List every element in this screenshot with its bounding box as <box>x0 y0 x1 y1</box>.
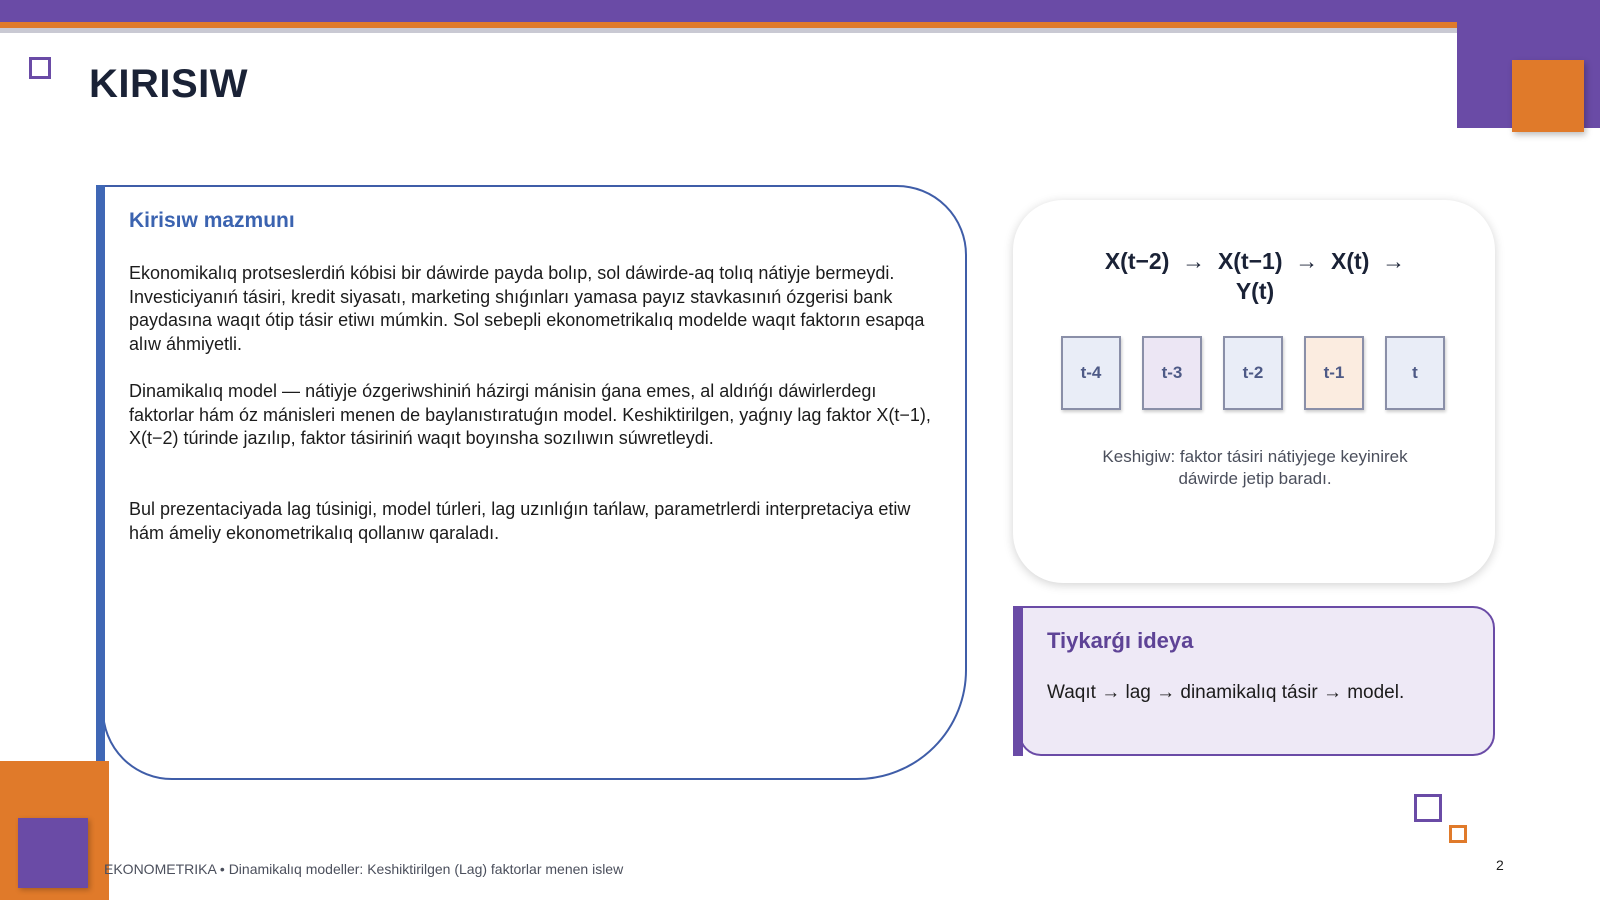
square-outline-icon <box>1449 825 1467 843</box>
square-outline-icon <box>29 57 51 79</box>
content-paragraph-3: Bul prezentaciyada lag túsinigi, model túrleri, lag uzınlıǵın tańlaw, parametrlerdi interpretaciya etiw hám ámeliy ekonometrikalıq qollanıw qaraladı. <box>129 499 911 543</box>
corner-block-orange <box>1512 60 1584 132</box>
lag-formula-line-1: X(t−2) → X(t−1) → X(t) → <box>1104 248 1406 274</box>
lag-box-t-4: t-4 <box>1061 336 1121 410</box>
lag-formula-line-2: Y(t) <box>1235 278 1275 304</box>
key-idea-accent <box>1013 606 1023 756</box>
slide-footer: EKONOMETRIKA • Dinamikalıq modeller: Keshiktirilgen (Lag) faktorlar menen islew <box>104 861 624 877</box>
key-idea-text: Waqıt → lag → dinamikalıq tásir → model. <box>1047 682 1405 703</box>
lag-diagram-caption: Keshigiw: faktor tásiri nátiyjege keyinirek dáwirde jetip baradı. <box>1102 447 1408 488</box>
lag-box-t: t <box>1385 336 1445 410</box>
lag-box-t-3: t-3 <box>1142 336 1202 410</box>
lag-box-t-2: t-2 <box>1223 336 1283 410</box>
key-idea-title: Tiykarǵı ideya <box>1047 628 1194 653</box>
content-paragraph-1: Ekonomikalıq protseslerdiń kóbisi bir dáwirde payda bolıp, sol dáwirde-aq tolıq nátiyje bermeydi. Investiciyanıń tásiri, kredit siyasatı, marketing shıǵınları yamasa payız stavkasınıń ózgerisi bank paydasına waqıt ótip tásir etiwı múmkin. Sol sebepli ekonometrikalıq modelde waqıt faktorın esapqa alıw áhmiyetli. <box>129 263 925 354</box>
top-bar-purple <box>0 0 1600 22</box>
top-bar-gray <box>0 28 1457 33</box>
corner-block-purple-bottom <box>18 818 88 888</box>
page-number: 2 <box>1496 857 1504 873</box>
content-card-heading: Kirisıw mazmunı <box>129 209 295 232</box>
content-paragraph-2: Dinamikalıq model — nátiyje ózgeriwshiniń házirgi mánisin ǵana emes, al aldıńǵı dáwirlerdegı faktorlar hám óz mánisleri menen de baylanıstıratuǵın model. Keshiktirilgen, yaǵnıy lag faktor X(t−1), X(t−2) túrinde jazılıp, faktor tásiriniń waqıt boyınsha sozılıwın súwretleydi. <box>129 381 931 448</box>
lag-formula <box>1055 246 1455 306</box>
content-card-accent <box>96 185 105 780</box>
lag-box-t-1: t-1 <box>1304 336 1364 410</box>
square-outline-icon <box>1414 794 1442 822</box>
slide-title: KIRISIW <box>89 62 249 106</box>
